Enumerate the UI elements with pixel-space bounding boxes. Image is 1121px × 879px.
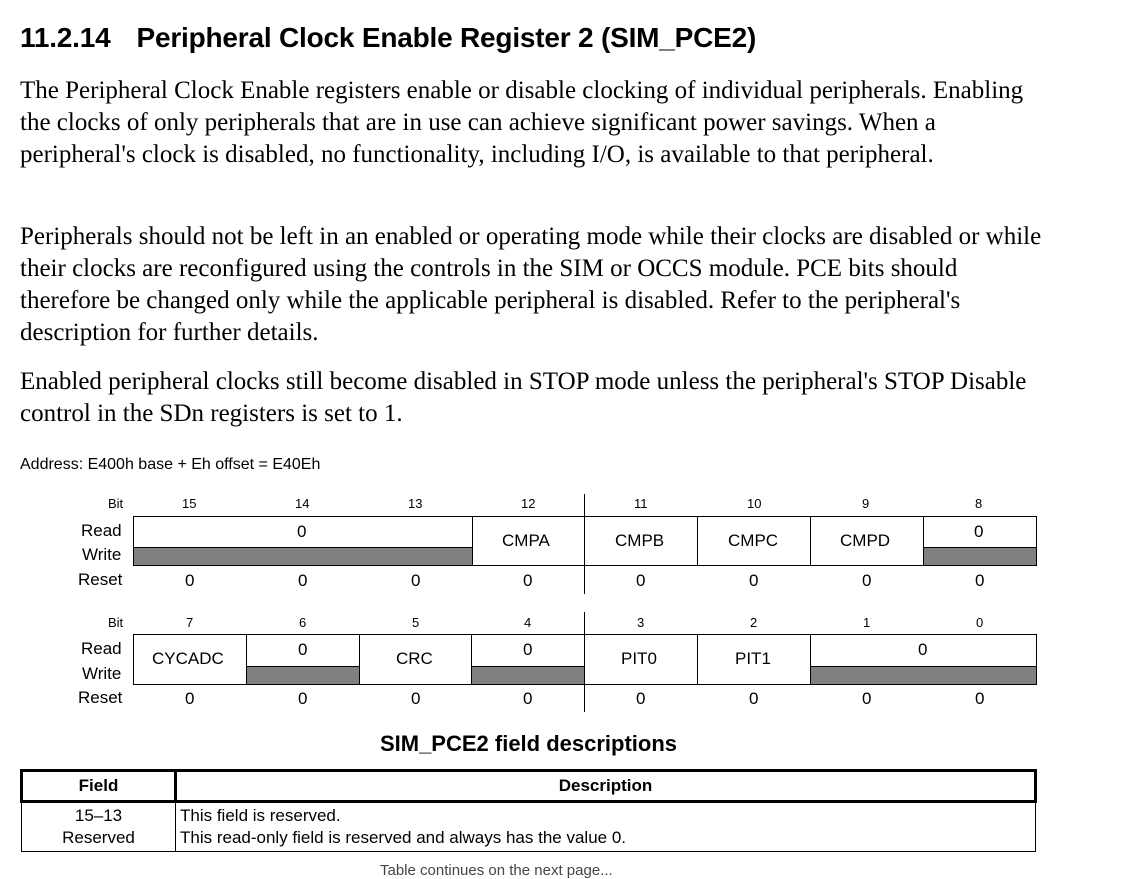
reset-value: 0 <box>298 571 308 590</box>
field-descriptions-table <box>20 769 1037 852</box>
field-cell <box>22 802 176 852</box>
reset-value: 0 <box>636 571 646 590</box>
reserved-write-shading <box>924 547 1036 565</box>
reset-value: 0 <box>523 689 533 708</box>
reset-value: 0 <box>411 571 421 590</box>
bit-number: 13 <box>408 496 423 511</box>
bit-number: 15 <box>182 496 197 511</box>
paragraph-3: Enabled peripheral clocks still become disabled in STOP mode unless the peripheral's STOP Disable control in the SDn registers is set to 1. <box>20 368 1027 427</box>
field-pit0: PIT0 <box>621 649 657 668</box>
field-reserved-4: 0 <box>523 640 533 659</box>
byte-divider <box>584 612 585 712</box>
reset-value: 0 <box>523 571 533 590</box>
reserved-write-shading <box>811 666 1036 684</box>
field-cmpb: CMPB <box>615 531 665 550</box>
bit-number: 5 <box>412 615 420 630</box>
bit-number: 9 <box>862 496 870 511</box>
reset-value: 0 <box>862 571 872 590</box>
paragraph-1: The Peripheral Clock Enable registers enable or disable clocking of individual peripherals. Enabling the clocks of only peripherals that are in use can achieve significant power savings. When a peripheral's clock is disabled, no functionality, including I/O, is available to that peripheral. <box>20 77 1024 168</box>
read-row-label: Read <box>81 639 122 658</box>
field-bits: 15–13 <box>74 806 123 825</box>
section-heading <box>20 22 756 54</box>
reserved-write-shading <box>247 666 359 684</box>
bit-number: 14 <box>295 496 310 511</box>
reserved-write-shading <box>472 666 584 684</box>
bit-row-label: Bit <box>108 615 124 630</box>
bit-number: 6 <box>299 615 307 630</box>
field-cmpa: CMPA <box>502 531 550 550</box>
bit-row-label: Bit <box>108 496 124 511</box>
field-name: Reserved <box>62 828 135 847</box>
bit-number: 1 <box>863 615 871 630</box>
reset-value: 0 <box>185 689 195 708</box>
bit-number: 0 <box>976 615 984 630</box>
column-header-description: Description <box>176 771 1036 802</box>
register-address: Address: E400h base + Eh offset = E40Eh <box>20 456 321 473</box>
field-reserved-15-13: 0 <box>297 522 307 541</box>
bit-number: 12 <box>521 496 536 511</box>
reset-row-label: Reset <box>78 688 123 707</box>
reset-row-label: Reset <box>78 570 123 589</box>
section-number: 11.2.14 <box>20 22 111 53</box>
reset-value: 0 <box>749 571 759 590</box>
field-crc: CRC <box>396 649 433 668</box>
reserved-write-shading <box>134 547 472 565</box>
field-reserved-1-0: 0 <box>918 640 928 659</box>
bit-number: 11 <box>634 496 648 511</box>
byte-divider <box>584 494 585 594</box>
description-line: This read-only field is reserved and always has the value 0. <box>180 828 627 847</box>
bit-number: 8 <box>975 496 983 511</box>
field-cmpc: CMPC <box>728 531 779 550</box>
table-header-row <box>22 771 1036 802</box>
reset-value: 0 <box>749 689 759 708</box>
write-row-label: Write <box>82 545 122 564</box>
description-line: This field is reserved. <box>180 806 341 825</box>
bit-number: 7 <box>186 615 194 630</box>
field-cmpd: CMPD <box>840 531 891 550</box>
table-caption: SIM_PCE2 field descriptions <box>379 731 678 756</box>
field-reserved-8: 0 <box>974 522 984 541</box>
bit-number: 2 <box>750 615 758 630</box>
paragraph-2: Peripherals should not be left in an enabled or operating mode while their clocks are disabled or while their clocks are reconfigured using the controls in the SIM or OCCS module. PCE bits should therefore be changed only while the applicable peripheral is disabled. Refer to the peripheral's description for further details. <box>20 223 1042 346</box>
bit-number: 10 <box>747 496 762 511</box>
read-row-label: Read <box>81 521 122 540</box>
bit-number: 4 <box>524 615 532 630</box>
field-reserved-6: 0 <box>298 640 308 659</box>
field-pit1: PIT1 <box>735 649 771 668</box>
reset-value: 0 <box>298 689 308 708</box>
column-header-field: Field <box>22 771 176 802</box>
reset-value: 0 <box>636 689 646 708</box>
reset-value: 0 <box>975 689 985 708</box>
reset-value: 0 <box>975 571 985 590</box>
write-row-label: Write <box>82 664 122 683</box>
reset-value: 0 <box>185 571 195 590</box>
table-row <box>22 802 1036 852</box>
description-cell <box>176 802 1036 852</box>
reset-value: 0 <box>862 689 872 708</box>
table-continues-note: Table continues on the next page... <box>380 862 613 879</box>
reset-value: 0 <box>411 689 421 708</box>
section-title: Peripheral Clock Enable Register 2 (SIM_PCE2) <box>136 22 757 53</box>
field-cycadc: CYCADC <box>152 649 224 668</box>
bit-number: 3 <box>637 615 645 630</box>
